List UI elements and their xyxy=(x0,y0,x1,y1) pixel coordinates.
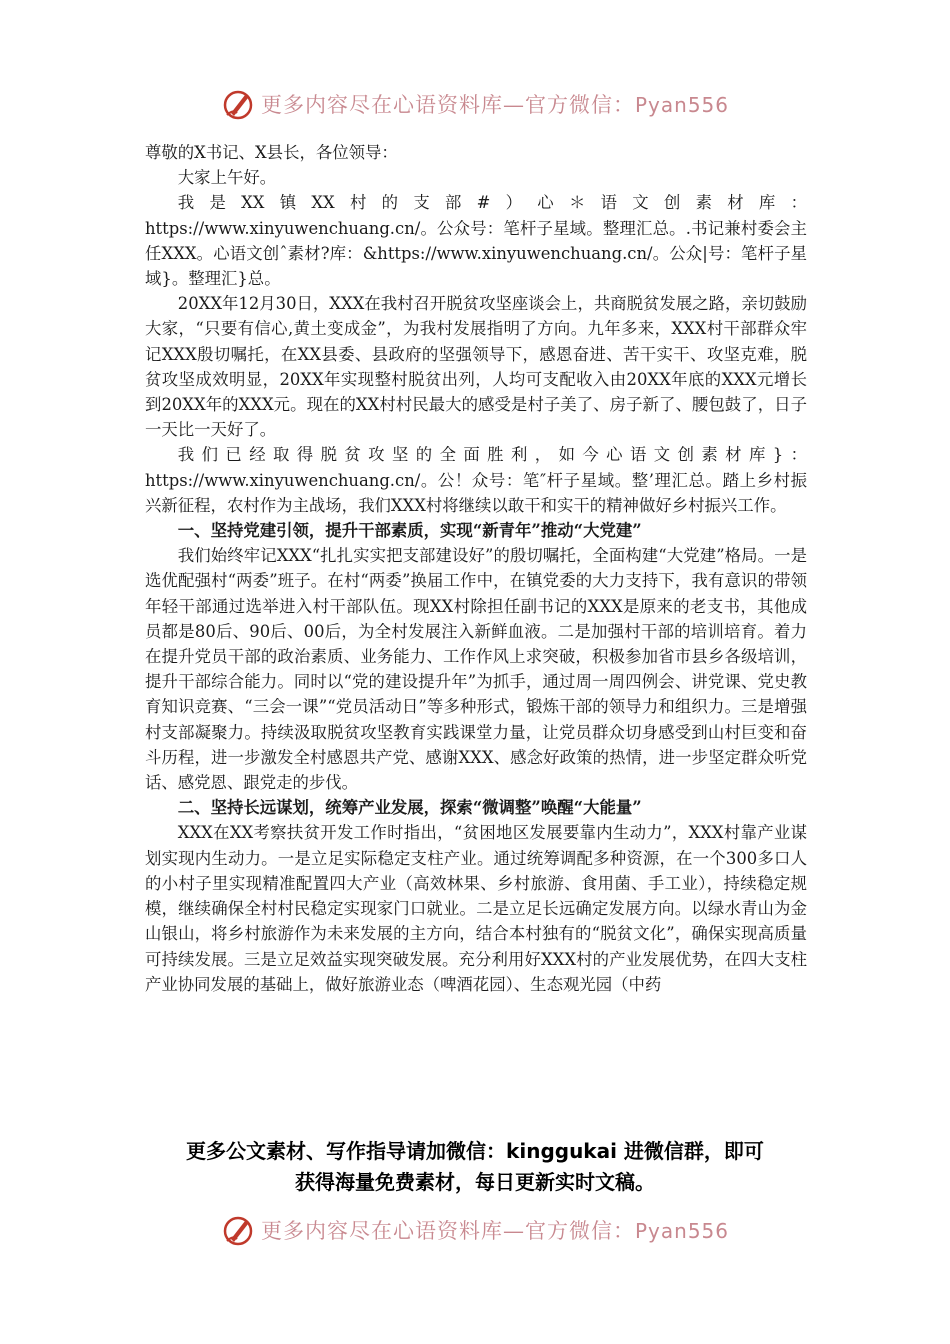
footer-line-2: 获得海量免费素材，每日更新实时文稿。 xyxy=(295,1170,655,1194)
banner-wechat-id: Pyan556 xyxy=(634,93,729,117)
footer-line-1: 更多公文素材、写作指导请加微信：kinggukai 进微信群，即可 xyxy=(186,1139,764,1163)
top-banner xyxy=(0,82,950,126)
banner-text: 更多内容尽在心语资料库—官方微信：Pyan556 xyxy=(260,93,729,117)
document-body xyxy=(145,140,807,997)
pen-logo-icon xyxy=(221,1213,255,1247)
pen-logo-icon xyxy=(221,87,255,121)
salutation: 尊敬的X书记、X县长，各位领导： xyxy=(145,143,398,162)
footer-note xyxy=(60,1136,890,1198)
bottom-banner xyxy=(0,1208,950,1252)
banner-wechat-id: Pyan556 xyxy=(634,1219,729,1243)
paragraph-intro: 我是XX镇XX村的支部#）心＊语文创素材库：https://www.xinyuwenchuang.cn/。公众号：笔杆子星域。整理汇总。.书记兼村委会主任XXX。心语文创ˆ素材?库：&https://www.xinyuwenchuang.cn/。公众|号：笔杆子星域}。整理汇}总。 xyxy=(145,193,807,289)
section-heading-1: 一、坚持党建引领，提升干部素质，实现“新青年”推动“大党建” xyxy=(177,521,642,541)
banner-text: 更多内容尽在心语资料库—官方微信：Pyan556 xyxy=(260,1219,729,1243)
paragraph-victory: 我们已经取得脱贫攻坚的全面胜利，如今心语文创素材库}：https://www.xinyuwenchuang.cn/。公！众号：笔″杆子星域。整’理汇总。踏上乡村振兴新征程，农村作为主战场，我们XXX村将继续以敢干和实干的精神做好乡村振兴工作。 xyxy=(145,445,807,515)
paragraph-history: 20XX年12月30日，XXX在我村召开脱贫攻坚座谈会上，共商脱贫发展之路，亲切鼓励大家，“只要有信心,黄土变成金”，为我村发展指明了方向。九年多来，XXX村干部群众牢记XXX殷切嘱托，在XX县委、县政府的坚强领导下，感恩奋进、苦干实干、攻坚克难，脱贫攻坚成效明显，20XX年实现整村脱贫出列，人均可支配收入由20XX年底的XXX元增长到20XX年的XXX元。现在的XX村村民最大的感受是村子美了、房子新了、腰包鼓了，日子一天比一天好了。 xyxy=(145,294,807,440)
section-heading-2: 二、坚持长远谋划，统筹产业发展，探索“微调整”唤醒“大能量” xyxy=(177,798,642,818)
greeting: 大家上午好。 xyxy=(177,168,277,188)
section-body-1: 我们始终牢记XXX“扎扎实实把支部建设好”的殷切嘱托，全面构建“大党建”格局。一是选优配强村“两委”班子。在村“两委”换届工作中，在镇党委的大力支持下，我有意识的带领年轻干部通过选举进入村干部队伍。现XX村除担任副书记的XXX是原来的老支书，其他成员都是80后、90后、00后，为全村发展注入新鲜血液。二是加强村干部的培训培育。着力在提升党员干部的政治素质、业务能力、工作作风上求突破，积极参加省市县乡各级培训，提升干部综合能力。同时以“党的建设提升年”为抓手，通过周一周四例会、讲党课、党史教育知识竞赛、“三会一课”“党员活动日”等多种形式，锻炼干部的领导力和组织力。三是增强村支部凝聚力。持续汲取脱贫攻坚教育实践课堂力量，让党员群众切身感受到山村巨变和奋斗历程，进一步激发全村感恩共产党、感谢XXX、感念好政策的热情，进一步坚定群众听党话、感党恩、跟党走的步伐。 xyxy=(145,546,807,793)
section-body-2: XXX在XX考察扶贫开发工作时指出，“贫困地区发展要靠内生动力”，XXX村靠产业谋划实现内生动力。一是立足实际稳定支柱产业。通过统筹调配多种资源，在一个300多口人的小村子里实现精准配置四大产业（高效林果、乡村旅游、食用菌、手工业），持续稳定规模，继续确保全村村民稳定实现家门口就业。二是立足长远确定发展方向。以绿水青山为金山银山，将乡村旅游作为未来发展的主方向，结合本村独有的“脱贫文化”，确保实现高质量可持续发展。三是立足效益实现突破发展。充分利用好XXX村的产业发展优势，在四大支柱产业协同发展的基础上，做好旅游业态（啤酒花园）、生态观光园（中药 xyxy=(145,823,807,994)
